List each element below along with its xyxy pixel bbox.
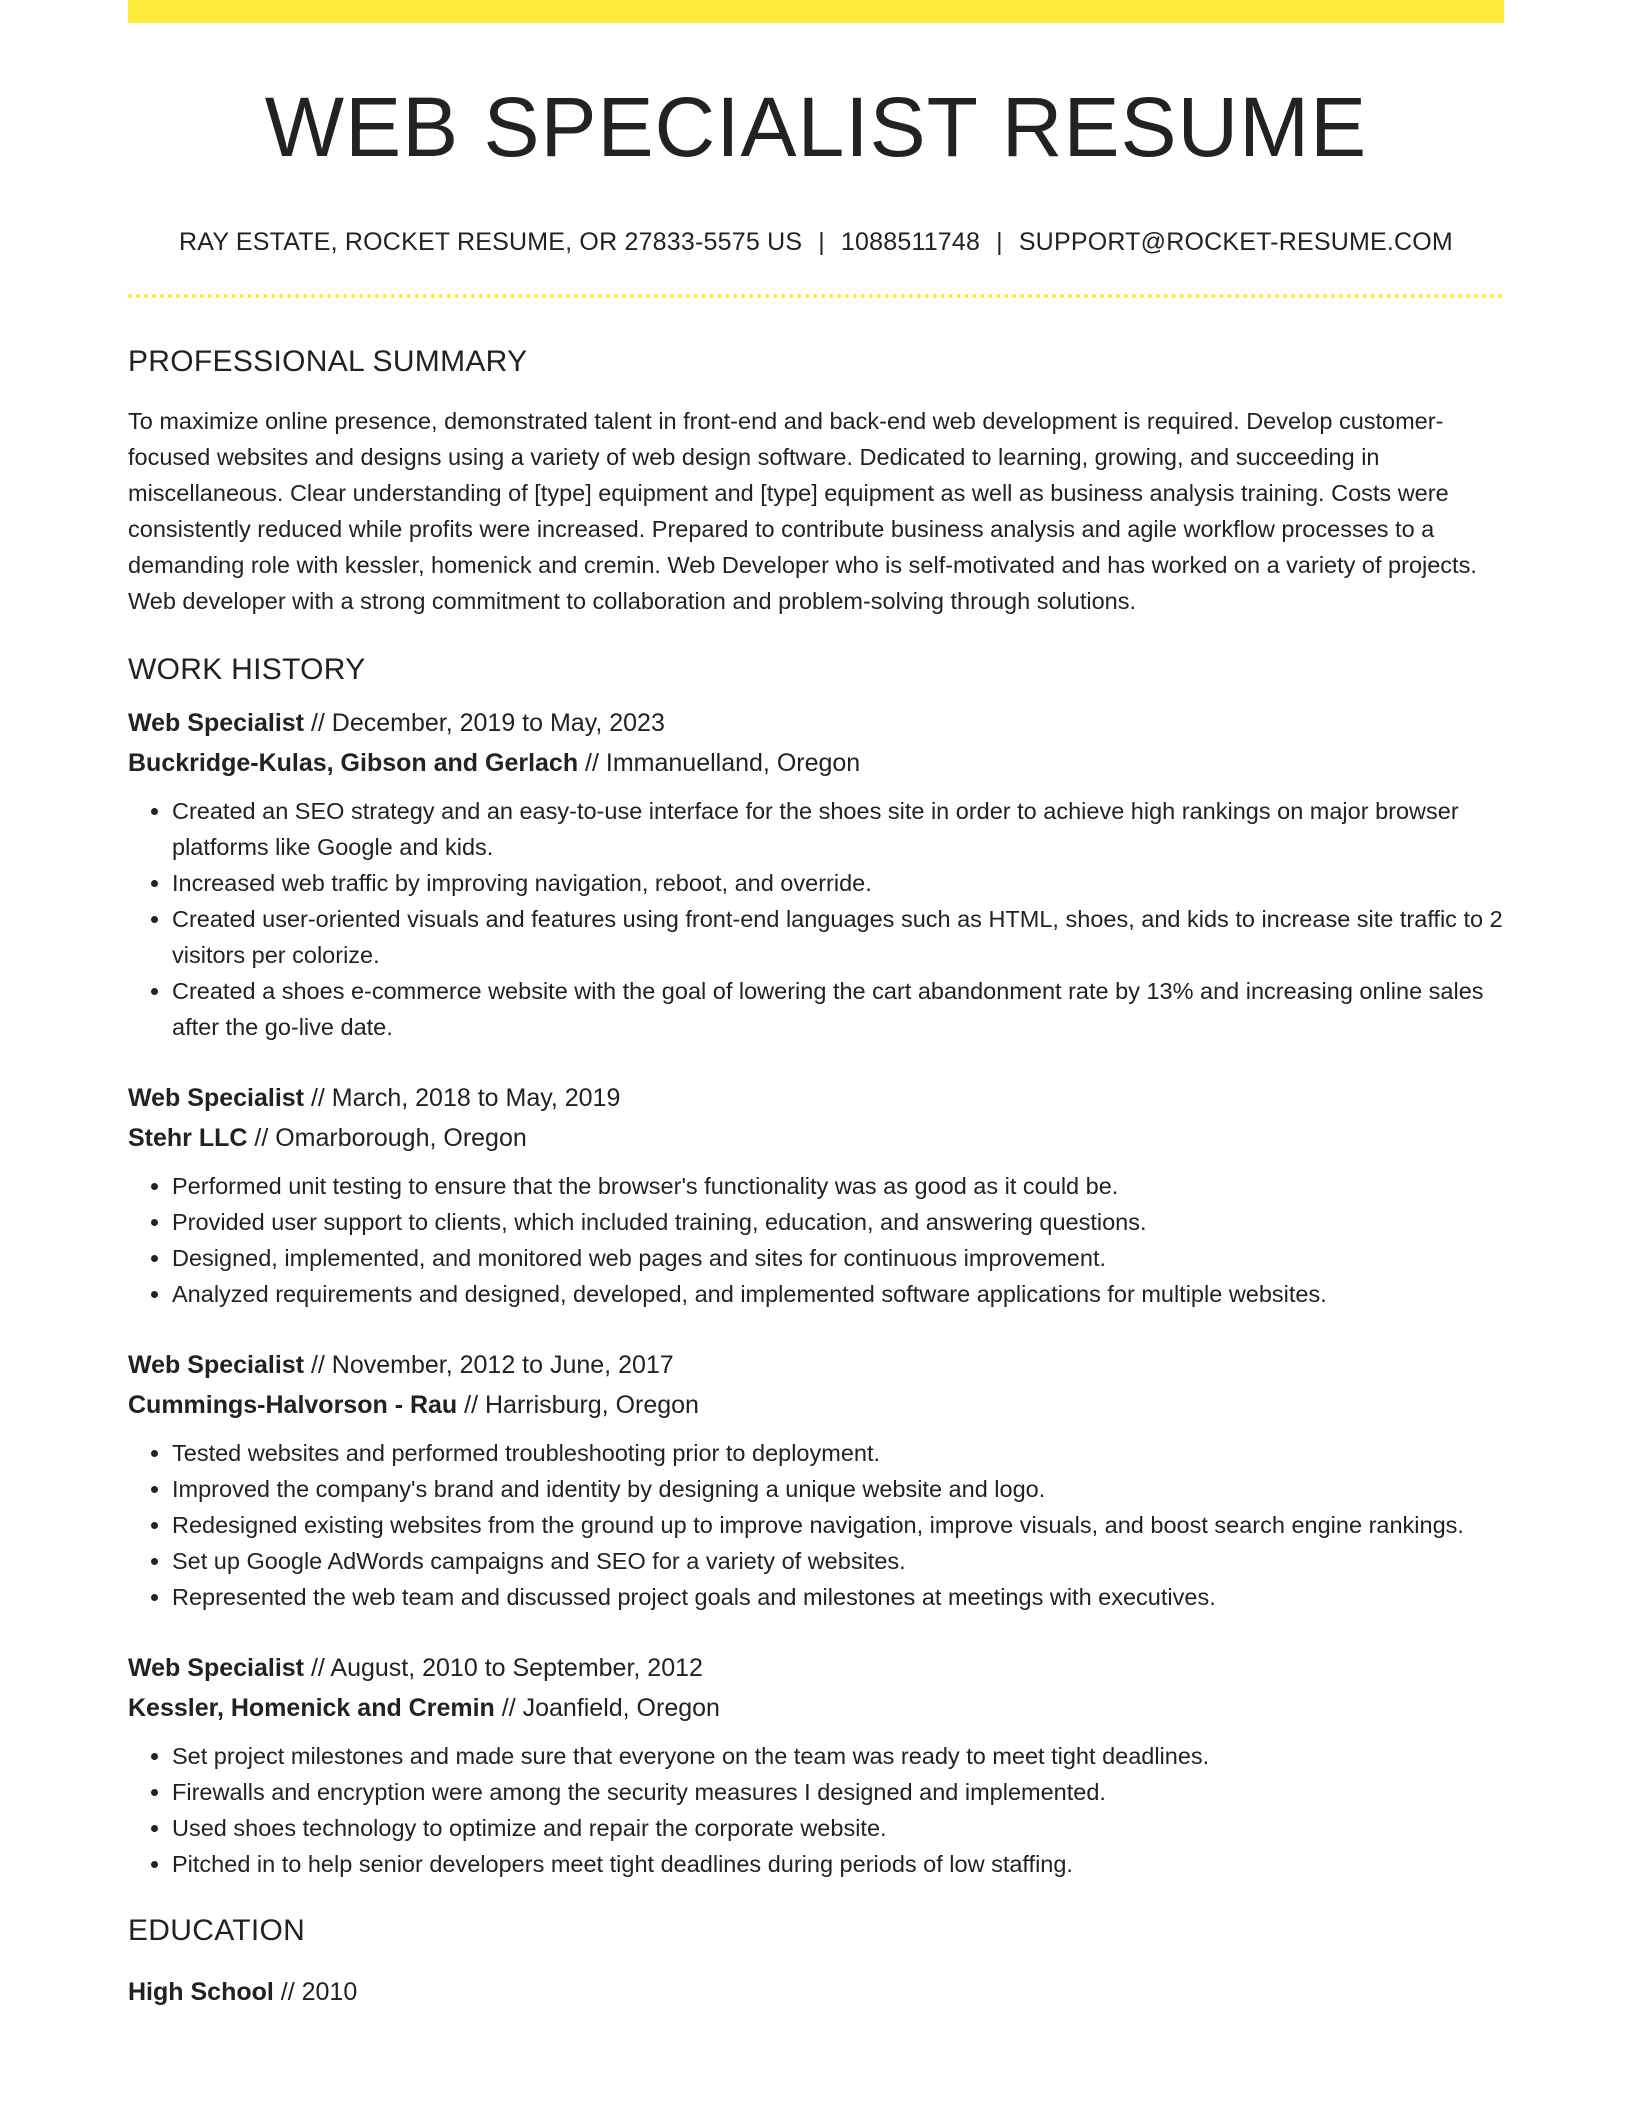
job-bullets	[128, 793, 1504, 1045]
job-role-line	[128, 1648, 1504, 1688]
job-role-line	[128, 703, 1504, 743]
job-company: Kessler, Homenick and Cremin	[128, 1694, 495, 1722]
job-bullet: • Redesigned existing websites from the ground up to improve navigation, improve visuals, and boost search engine rankings.	[172, 1507, 1504, 1543]
job-role: Web Specialist	[128, 1351, 304, 1379]
job-dates: // November, 2012 to June, 2017	[304, 1351, 674, 1379]
job-spacer	[128, 1312, 1504, 1345]
resume-page	[128, 0, 1504, 2012]
job-entry	[128, 1078, 1504, 1312]
job-role-line	[128, 1345, 1504, 1385]
contact-line	[128, 230, 1504, 255]
job-dates: // August, 2010 to September, 2012	[304, 1654, 703, 1682]
job-company-line	[128, 1688, 1504, 1728]
job-location: // Immanuelland, Oregon	[578, 749, 861, 777]
education-degree: High School	[128, 1978, 274, 2006]
job-bullet: • Improved the company's brand and identity by designing a unique website and logo.	[172, 1471, 1504, 1507]
summary-text: To maximize online presence, demonstrated talent in front-end and back-end web development is required. Develop customer-focused websites and designs using a variety of web design software. Dedicated to learning, growing, and succeeding in miscellaneous. Clear understanding of [type] equipment and [type] equipment as well as business analysis training. Costs were consistently reduced while profits were increased. Prepared to contribute business analysis and agile workflow processes to a demanding role with kessler, homenick and cremin. Web Developer who is self-motivated and has worked on a variety of projects. Web developer with a strong commitment to collaboration and problem-solving through solutions.	[128, 408, 1477, 614]
job-location: // Harrisburg, Oregon	[457, 1391, 699, 1419]
summary-heading: PROFESSIONAL SUMMARY	[128, 345, 528, 378]
job-role: Web Specialist	[128, 1654, 304, 1682]
job-bullet: • Set project milestones and made sure that everyone on the team was ready to meet tight deadlines.	[172, 1738, 1504, 1774]
contact-separator: |	[818, 228, 825, 256]
job-role: Web Specialist	[128, 1084, 304, 1112]
job-bullet: • Used shoes technology to optimize and repair the corporate website.	[172, 1810, 1504, 1846]
section-divider	[128, 294, 1504, 298]
job-bullet: • Set up Google AdWords campaigns and SEO for a variety of websites.	[172, 1543, 1504, 1579]
job-company: Buckridge-Kulas, Gibson and Gerlach	[128, 749, 579, 777]
job-location: // Joanfield, Oregon	[494, 1694, 720, 1722]
job-bullet: • Increased web traffic by improving navigation, reboot, and override.	[172, 865, 1504, 901]
job-bullet: • Performed unit testing to ensure that the browser's functionality was as good as it could be.	[172, 1168, 1504, 1204]
job-bullet: • Provided user support to clients, which included training, education, and answering questions.	[172, 1204, 1504, 1240]
contact-phone: 1088511748	[840, 228, 981, 256]
work-history-list	[128, 703, 1504, 1882]
education-list	[128, 1972, 1504, 2012]
job-bullets	[128, 1168, 1504, 1312]
job-dates: // March, 2018 to May, 2019	[304, 1084, 621, 1112]
resume-title: WEB SPECIALIST RESUME	[264, 80, 1368, 174]
job-role-line	[128, 1078, 1504, 1118]
job-location: // Omarborough, Oregon	[247, 1124, 527, 1152]
job-bullet: • Analyzed requirements and designed, developed, and implemented software applications for multiple websites.	[172, 1276, 1504, 1312]
contact-address: RAY ESTATE, ROCKET RESUME, OR 27833-5575 US	[179, 228, 803, 256]
contact-email: SUPPORT@ROCKET-RESUME.COM	[1018, 228, 1453, 256]
job-company: Cummings-Halvorson - Rau	[128, 1391, 458, 1419]
job-bullet: • Created user-oriented visuals and features using front-end languages such as HTML, shoes, and kids to increase site traffic to 2 visitors per colorize.	[172, 901, 1504, 973]
contact-separator: |	[996, 228, 1003, 256]
job-dates: // December, 2019 to May, 2023	[304, 709, 665, 737]
job-company-line	[128, 1385, 1504, 1425]
job-bullet: • Firewalls and encryption were among the security measures I designed and implemented.	[172, 1774, 1504, 1810]
job-spacer	[128, 1045, 1504, 1078]
job-bullet: • Created an SEO strategy and an easy-to-use interface for the shoes site in order to achieve high rankings on major browser platforms like Google and kids.	[172, 793, 1504, 865]
job-company-line	[128, 743, 1504, 783]
education-heading: EDUCATION	[128, 1914, 306, 1947]
job-bullet: • Created a shoes e-commerce website with the goal of lowering the cart abandonment rate by 13% and increasing online sales after the go-live date.	[172, 973, 1504, 1045]
job-bullets	[128, 1738, 1504, 1882]
education-year: // 2010	[273, 1978, 358, 2006]
job-company: Stehr LLC	[128, 1124, 248, 1152]
job-bullet: • Designed, implemented, and monitored web pages and sites for continuous improvement.	[172, 1240, 1504, 1276]
job-bullet: • Represented the web team and discussed project goals and milestones at meetings with executives.	[172, 1579, 1504, 1615]
education-entry	[128, 1972, 1504, 2012]
work-history-heading: WORK HISTORY	[128, 653, 366, 686]
job-spacer	[128, 1615, 1504, 1648]
top-accent-bar	[128, 0, 1504, 23]
job-bullet: • Tested websites and performed troubleshooting prior to deployment.	[172, 1435, 1504, 1471]
job-entry	[128, 1345, 1504, 1615]
job-company-line	[128, 1118, 1504, 1158]
job-bullets	[128, 1435, 1504, 1615]
job-entry	[128, 1648, 1504, 1882]
job-entry	[128, 703, 1504, 1045]
job-role: Web Specialist	[128, 709, 304, 737]
job-bullet: • Pitched in to help senior developers meet tight deadlines during periods of low staffing.	[172, 1846, 1504, 1882]
